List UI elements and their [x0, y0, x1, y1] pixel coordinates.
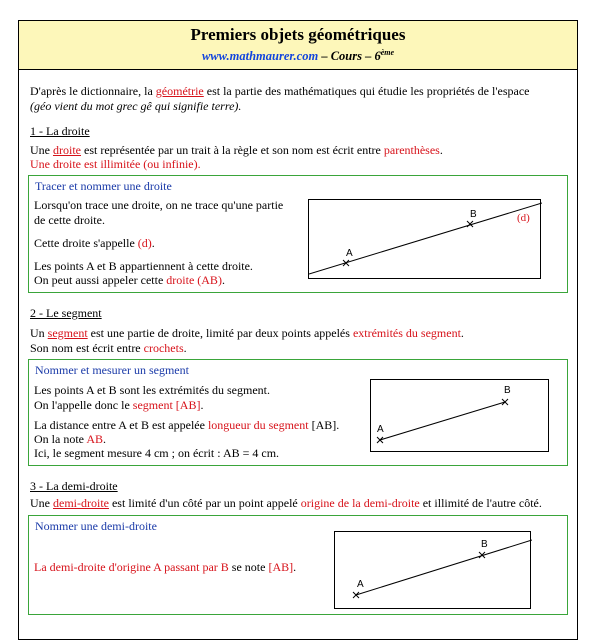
site-link[interactable]: www.mathmaurer.com — [201, 49, 319, 64]
box-segment — [28, 359, 568, 466]
grade: 6 — [374, 49, 381, 64]
s1-paragraph-1: Une droite est représentée par un trait à la règle et son nom est écrit entre parenthèses. — [30, 143, 443, 157]
term-segment: segment — [47, 326, 88, 340]
box-tracer-droite — [28, 175, 568, 293]
label-b: B — [504, 385, 511, 396]
point-a-cross — [377, 437, 383, 443]
box-line: On la note AB. — [34, 432, 106, 446]
intro-line-1: D'après le dictionnaire, la géométrie est la partie des mathématiques qui étudie les propriétés de l'espace — [30, 84, 530, 98]
s2-paragraph-1: Un segment est une partie de droite, limité par deux points appelés extrémités du segment. — [30, 326, 464, 340]
section-3-title: 3 - La demi-droite — [30, 479, 118, 493]
s3-paragraph-1: Une demi-droite est limité d'un côté par un point appelé origine de la demi-droite et illimité de l'autre côté. — [30, 496, 542, 510]
page-subtitle — [19, 48, 577, 64]
box-title: Nommer une demi-droite — [35, 519, 157, 533]
box-line: Les points A et B appartiennent à cette droite. — [34, 259, 253, 273]
box-line: On peut aussi appeler cette droite (AB). — [34, 273, 225, 287]
figure-droite — [308, 199, 541, 279]
box-title: Nommer et mesurer un segment — [35, 363, 189, 377]
grade-sup: ème — [380, 48, 395, 57]
point-a-cross — [353, 592, 359, 598]
subtitle-sep: – Cours – — [318, 49, 375, 64]
label-d: (d) — [517, 212, 530, 224]
box-line: La demi-droite d'origine A passant par B se note [AB]. — [34, 560, 297, 574]
box-line: Les points A et B sont les extrémités du segment. — [34, 383, 270, 397]
intro-line-2: (géo vient du mot grec gê qui signifie terre). — [30, 99, 242, 113]
s2-paragraph-2: Son nom est écrit entre crochets. — [30, 341, 187, 355]
droite-drawing — [309, 200, 542, 280]
box-demi-droite — [28, 515, 568, 615]
ray-ab — [356, 540, 532, 595]
label-a: A — [346, 248, 353, 259]
point-b-cross — [502, 399, 508, 405]
term-geometrie: géométrie — [155, 84, 204, 98]
box-title: Tracer et nommer une droite — [35, 179, 172, 193]
box-line: On l'appelle donc le segment [AB]. — [34, 398, 204, 412]
box-line: Cette droite s'appelle (d). — [34, 236, 155, 250]
s1-paragraph-2: Une droite est illimitée (ou infinie). — [30, 157, 201, 171]
header — [19, 21, 577, 70]
box-line: Ici, le segment mesure 4 cm ; on écrit : AB = 4 cm. — [34, 446, 280, 460]
box-line: La distance entre A et B est appelée longueur du segment [AB]. — [34, 418, 340, 432]
box-line: Lorsqu'on trace une droite, on ne trace qu'une partie — [34, 198, 284, 212]
label-a: A — [357, 579, 364, 590]
label-b: B — [470, 209, 477, 220]
label-b: B — [481, 539, 488, 550]
page-title: Premiers objets géométriques — [190, 25, 406, 44]
section-1-title: 1 - La droite — [30, 124, 90, 138]
term-droite: droite — [53, 143, 81, 157]
term-demi-droite: demi-droite — [53, 496, 109, 510]
segment-ab — [380, 402, 505, 440]
figure-demi-droite — [334, 531, 531, 609]
figure-segment — [370, 379, 549, 452]
section-2-title: 2 - Le segment — [30, 306, 102, 320]
box-line: de cette droite. — [34, 213, 105, 227]
demi-droite-drawing — [335, 532, 532, 610]
segment-drawing — [371, 380, 550, 453]
label-a: A — [377, 424, 384, 435]
line-d — [309, 203, 542, 274]
